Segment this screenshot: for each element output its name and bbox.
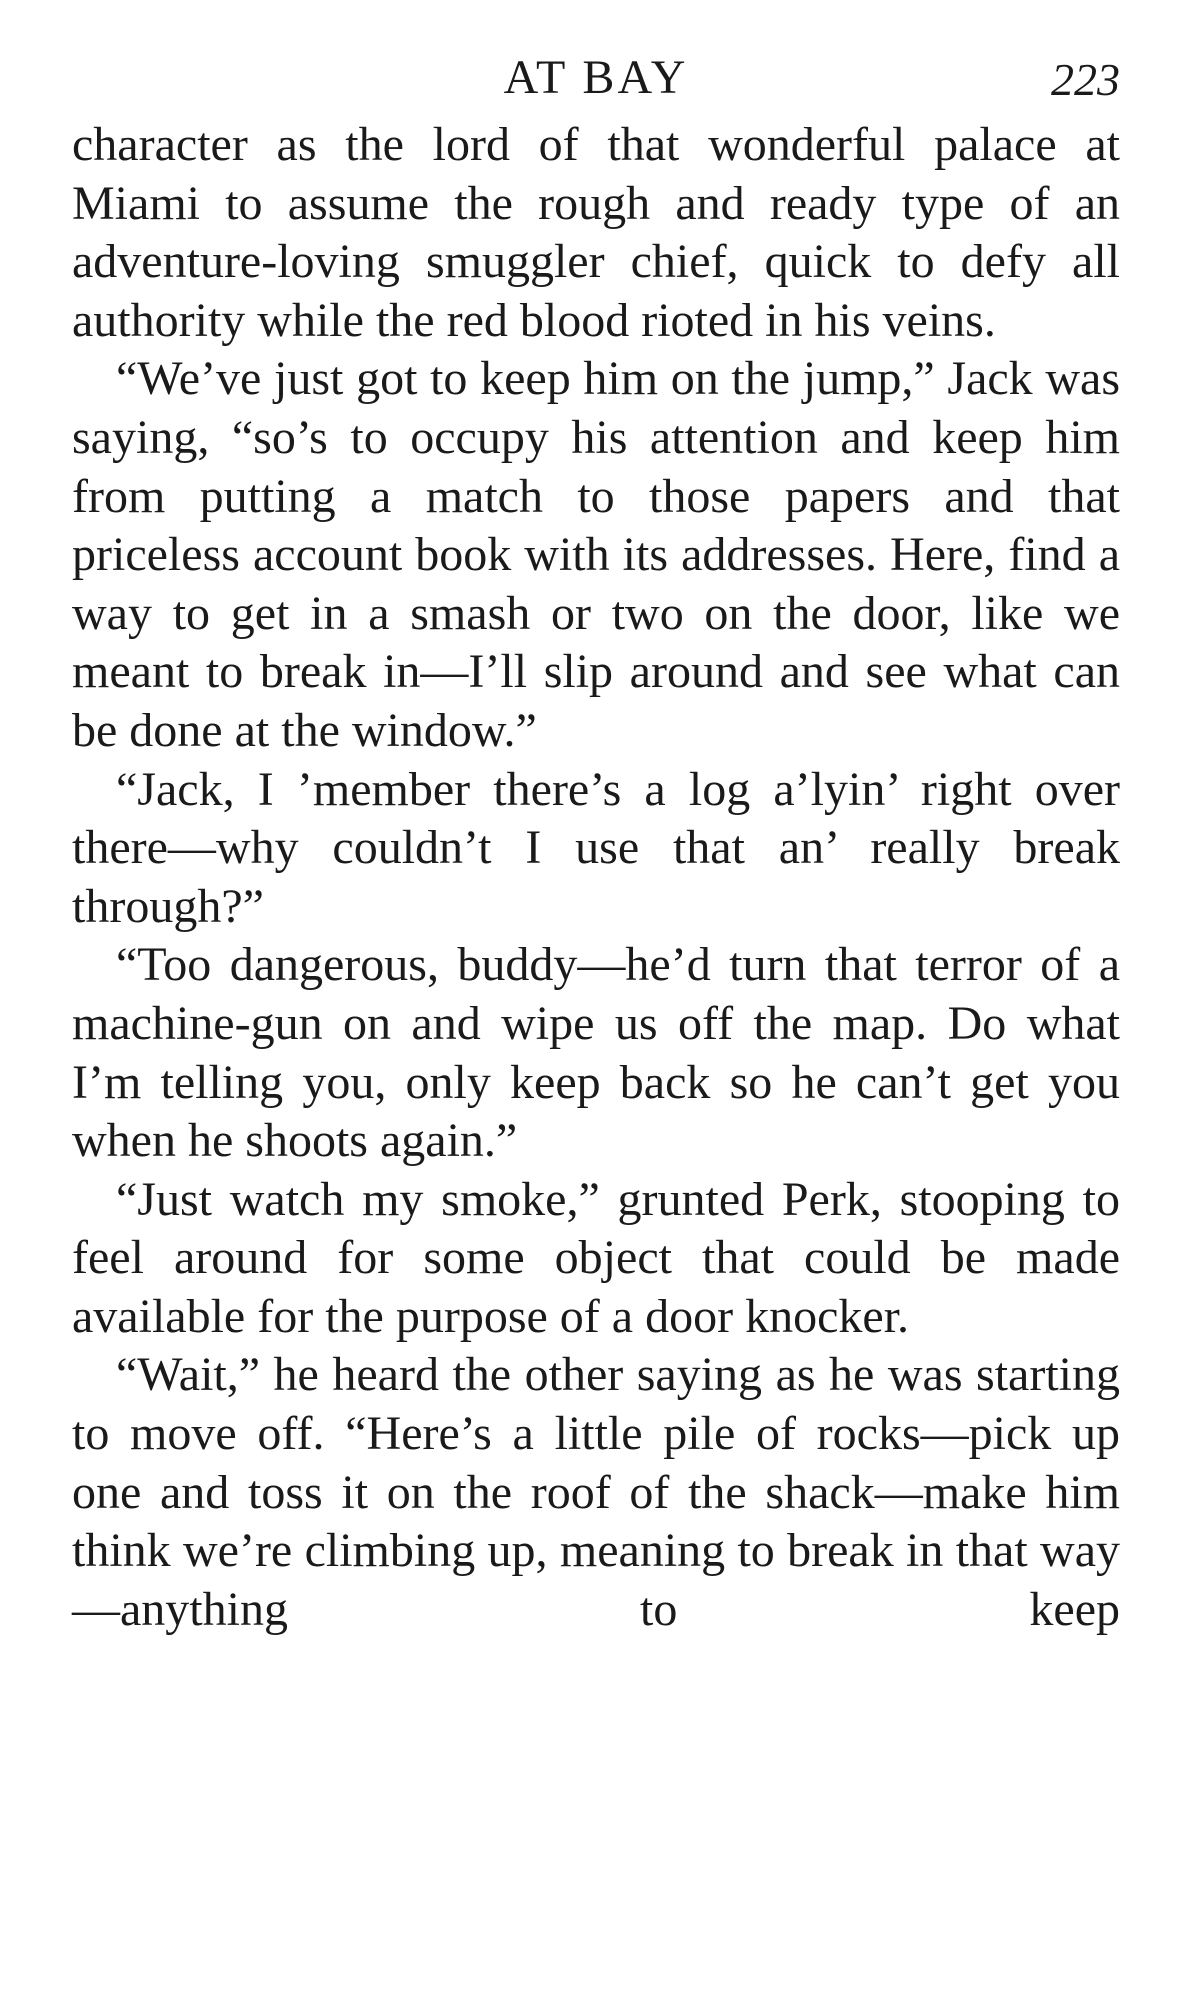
paragraph: character as the lord of that wonderful palace at Miami to assume the rough and ready type of an adventure-loving smuggler chief, quick to defy all authority while the red blood rioted in his veins. [72,118,1120,347]
paragraph: “Just watch my smoke,” grunted Perk, stooping to feel around for some object that could be made available for the purpose of a door knocker. [72,1172,1120,1343]
paragraph: “Wait,” he heard the other saying as he was starting to move off. “Here’s a little pile of rocks—pick up one and toss it on the roof of the shack—make him think we’re climbing up, meaning to break in that way—anything to keep [72,1348,1120,1636]
paragraph: “Jack, I ’member there’s a log a’lyin’ right over there—why couldn’t I use that an’ really break through?” [72,762,1120,933]
page-number: 223 [1051,54,1120,105]
paragraph: “Too dangerous, buddy—he’d turn that terror of a machine-gun on and wipe us off the map. Do what I’m telling you, only keep back so he can’t get you when he shoots again.” [72,938,1120,1168]
paragraph: “We’ve just got to keep him on the jump,” Jack was saying, “so’s to occupy his attention and keep him from putting a match to those papers and that priceless account book with its addresses. Here, find a way to get in a smash or two on the door, like we meant to break in—I’ll slip around and see what can be done at the window.” [72,352,1120,757]
running-title: AT BAY [503,51,689,104]
book-page [72,40,1120,1639]
running-head [72,40,1120,116]
body-text [72,116,1120,1639]
